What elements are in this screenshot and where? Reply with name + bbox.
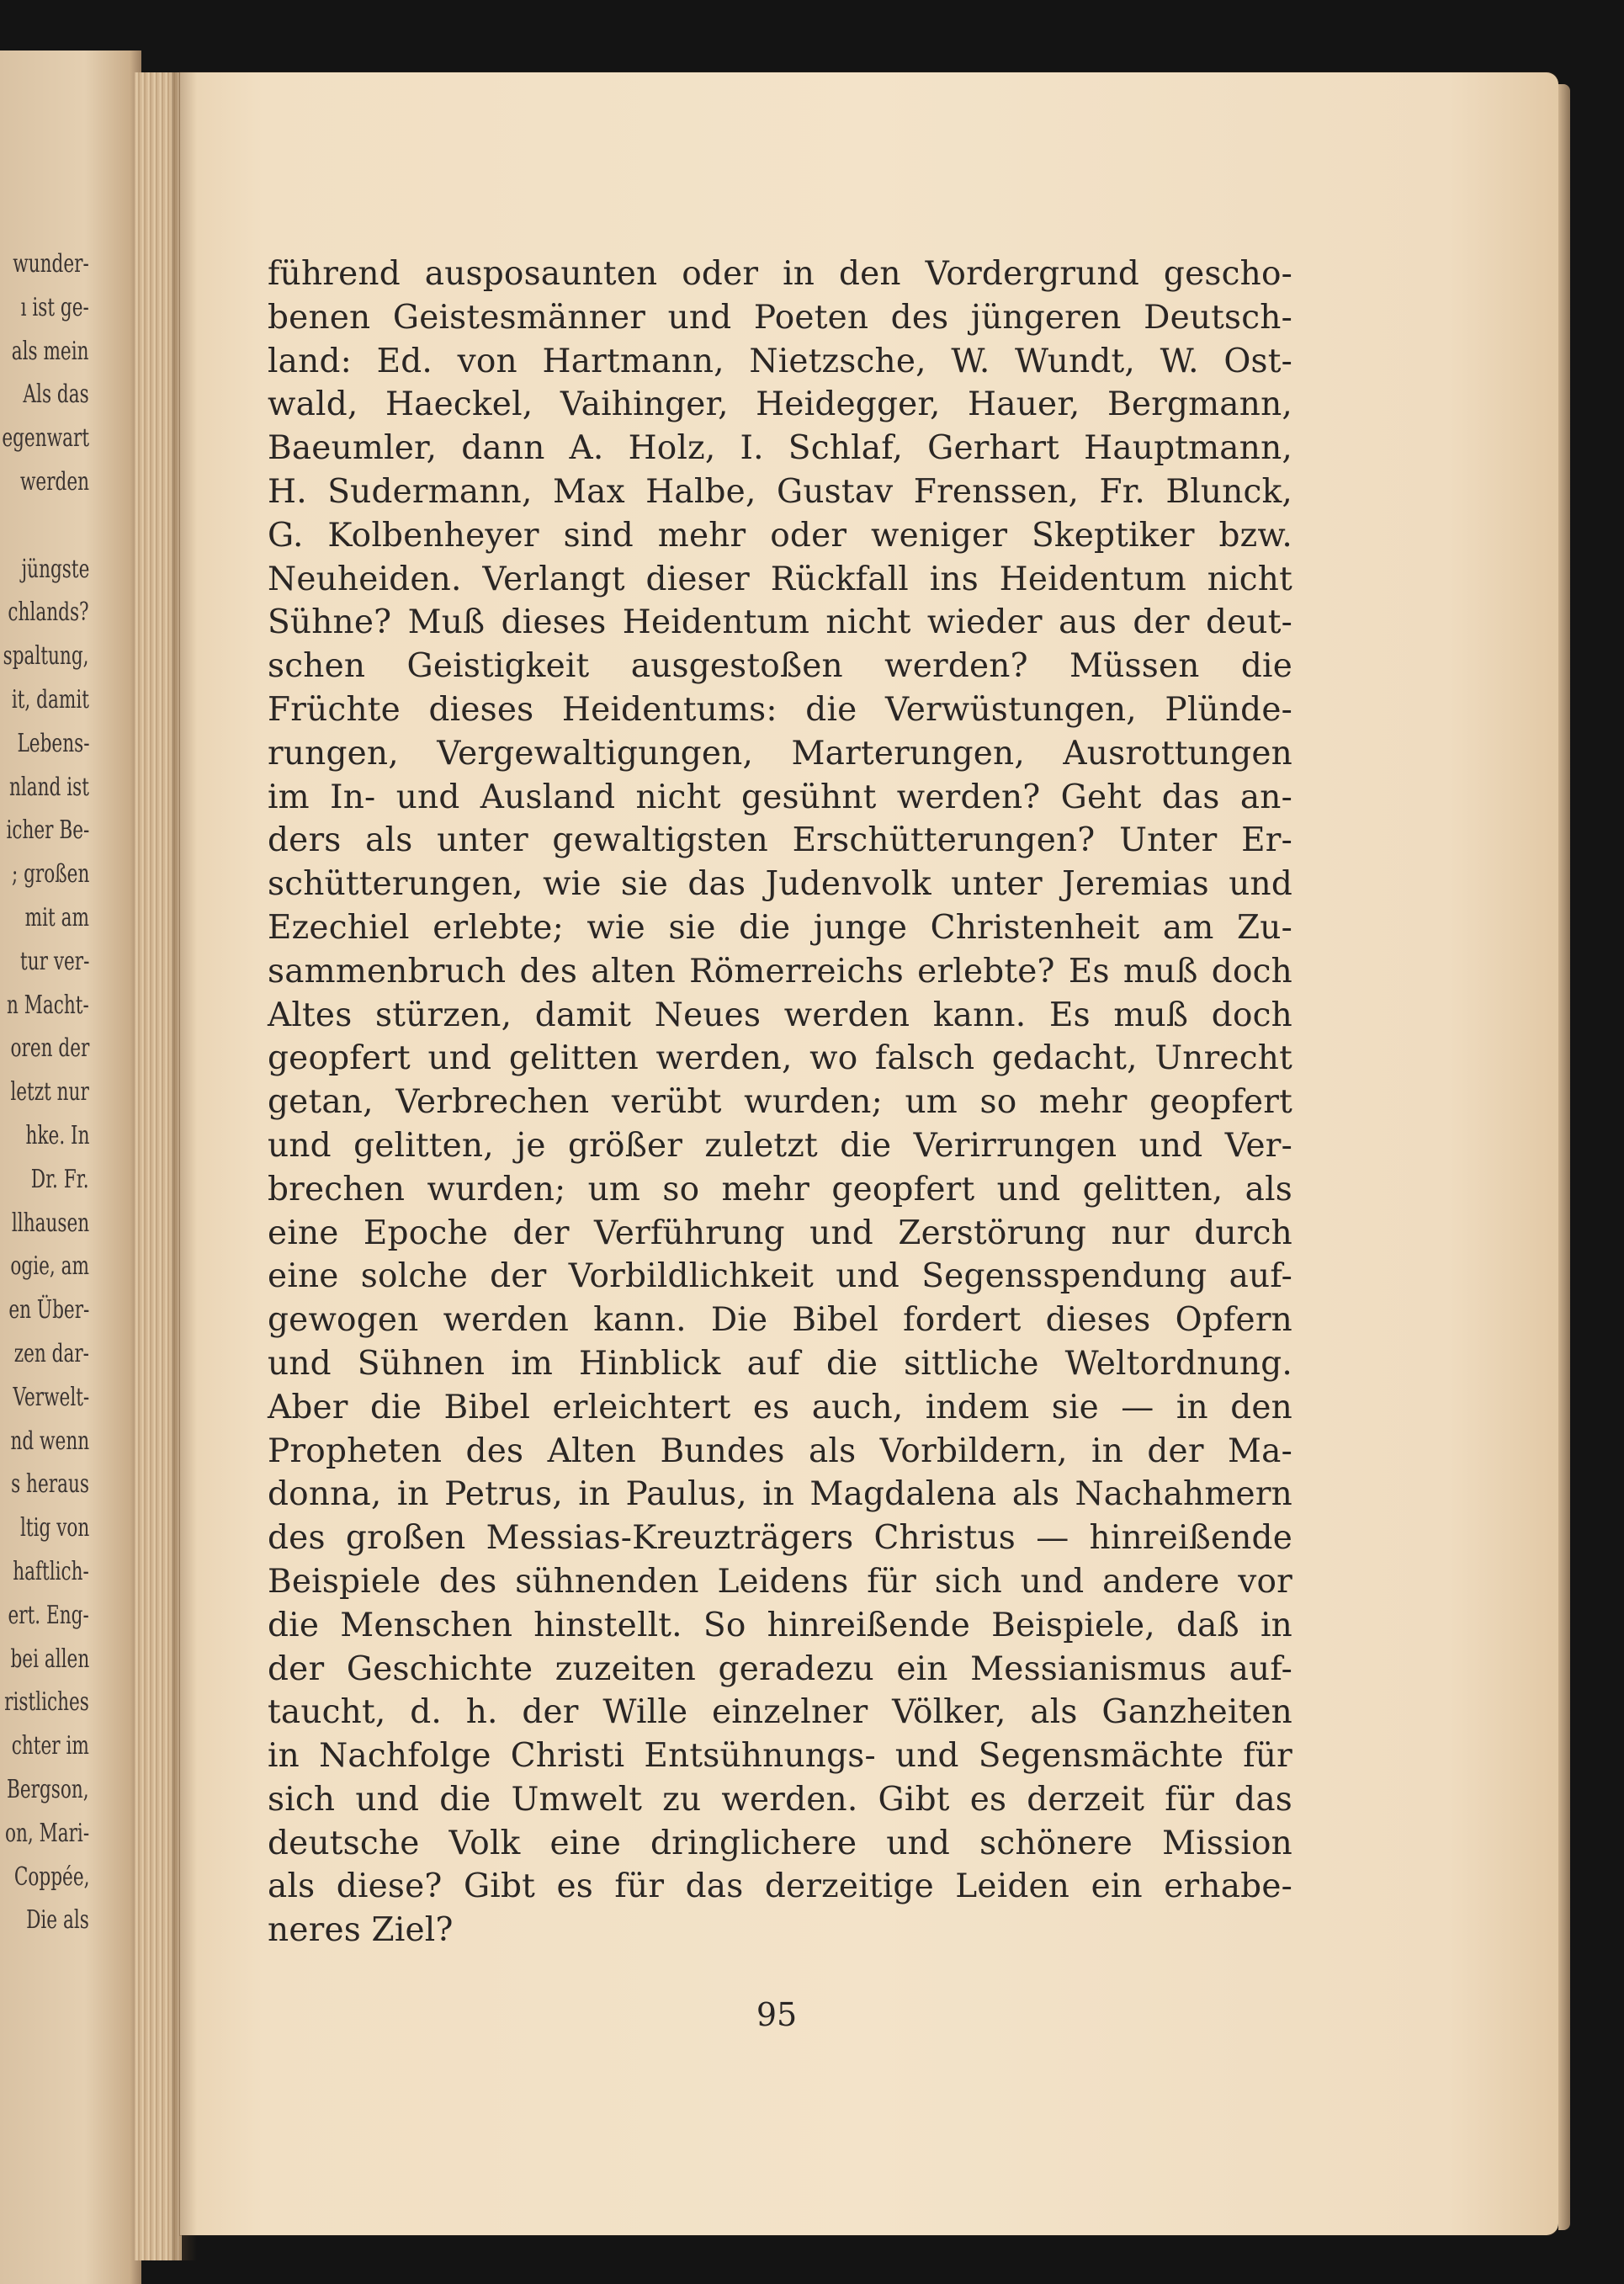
text-line: wald, Haeckel, Vaihinger, Heidegger, Hauer, Bergmann, [268,385,1292,424]
text-line: eine solche der Vorbildlichkeit und Segensspendung auf- [268,1257,1292,1296]
left-page-fragment: llhausen [11,1208,89,1238]
text-line: Ezechiel erlebte; wie sie die junge Christenheit am Zu- [268,908,1292,947]
text-line: schen Geistigkeit ausgestoßen werden? Müssen die [268,647,1292,686]
text-line: G. Kolbenheyer sind mehr oder weniger Skeptiker bzw. [268,516,1292,555]
text-line: der Geschichte zuzeiten geradezu ein Messianismus auf- [268,1649,1292,1688]
text-line: und gelitten, je größer zuletzt die Verirrungen und Ver- [268,1126,1292,1165]
text-line: die Menschen hinstellt. So hinreißende Beispiele, daß in [268,1606,1292,1644]
left-page-fragment: tur ver- [19,946,89,976]
text-line: eine Epoche der Verführung und Zerstörung nur durch [268,1214,1292,1252]
left-page-fragment: zen dar- [13,1339,89,1368]
text-line: land: Ed. von Hartmann, Nietzsche, W. Wundt, W. Ost- [268,342,1292,380]
text-line: schütterungen, wie sie das Judenvolk unter Jeremias und [268,865,1292,904]
left-page-fragment: wunder- [13,249,89,279]
left-page-fragment: icher Be- [6,815,89,846]
left-page-fragment: oren der [10,1033,89,1064]
text-line: gewogen werden kann. Die Bibel fordert dieses Opfern [268,1301,1292,1340]
left-page-fragment: Lebens- [16,728,89,758]
left-page-fragment: it, damit [11,685,89,714]
left-page-fragment: als mein [12,336,89,366]
text-line: Propheten des Alten Bundes als Vorbildern, in der Ma- [268,1431,1292,1470]
text-line: donna, in Petrus, in Paulus, in Magdalena als Nachahmern [268,1475,1292,1514]
text-line: im In- und Ausland nicht gesühnt werden? Geht das an- [268,778,1292,816]
left-page-fragment: nd wenn [10,1426,89,1456]
left-page-fragment: werden [19,467,89,497]
left-facing-page [0,50,141,2284]
left-page-fragment: Als das [23,380,89,410]
text-line: taucht, d. h. der Wille einzelner Völker, als Ganzheiten [268,1693,1292,1732]
left-page-fragment: s heraus [11,1469,89,1500]
text-line: sammenbruch des alten Römerreichs erlebte? Es muß doch [268,952,1292,991]
text-line: ders als unter gewaltigsten Erschütterungen? Unter Er- [268,821,1292,860]
left-page-fragment: ı ist ge- [20,292,89,322]
text-line: Altes stürzen, damit Neues werden kann. Es muß doch [268,996,1292,1034]
left-page-fragment: Die als [26,1905,89,1936]
left-page-fragment: letzt nur [10,1077,89,1107]
text-line: Früchte dieses Heidentums: die Verwüstungen, Plünde- [268,690,1292,729]
text-line: H. Sudermann, Max Halbe, Gustav Frenssen, Fr. Blunck, [268,472,1292,511]
left-page-fragment: Verwelt- [13,1382,89,1412]
text-line: und Sühnen im Hinblick auf die sittliche Weltordnung. [268,1344,1292,1383]
left-page-fragment: en Über- [8,1295,89,1325]
left-page-fragment: n Macht- [7,990,89,1020]
text-line: deutsche Volk eine dringlichere und schönere Mission [268,1824,1292,1862]
left-page-fragment: Coppée, [13,1862,89,1892]
left-page-fragment: spaltung, [3,641,89,672]
text-line: des großen Messias-Kreuzträgers Christus — hinreißende [268,1519,1292,1558]
left-page-fragment: egenwart [2,423,89,454]
text-line: brechen wurden; um so mehr geopfert und gelitten, als [268,1170,1292,1208]
left-page-fragment: bei allen [10,1644,89,1674]
text-line: getan, Verbrechen verübt wurden; um so mehr geopfert [268,1083,1292,1122]
left-page-fragment: haftlich- [13,1557,89,1586]
text-line: Sühne? Muß dieses Heidentum nicht wieder aus der deut- [268,603,1292,642]
left-page-fragment: Bergson, [7,1775,89,1804]
left-page-fragment: hke. In [25,1121,89,1150]
text-line: Neuheiden. Verlangt dieser Rückfall ins Heidentum nicht [268,560,1292,598]
text-line: Baeumler, dann A. Holz, I. Schlaf, Gerhart Hauptmann, [268,429,1292,468]
text-line: in Nachfolge Christi Entsühnungs- und Segensmächte für [268,1737,1292,1776]
text-line: rungen, Vergewaltigungen, Marterungen, Ausrottungen [268,734,1292,773]
text-line: benen Geistesmänner und Poeten des jüngeren Deutsch- [268,298,1292,337]
page-number: 95 [756,1996,798,2033]
left-page-fragment: nland ist [9,772,89,802]
left-page-fragment: ; großen [11,859,89,890]
text-line: geopfert und gelitten werden, wo falsch gedacht, Unrecht [268,1039,1292,1078]
left-page-fragment: on, Mari- [4,1818,89,1848]
left-page-fragment: ert. Eng- [8,1600,89,1630]
left-page-fragment: Dr. Fr. [31,1164,89,1194]
left-page-fragment: ogie, am [10,1251,89,1282]
text-line: Aber die Bibel erleichtert es auch, indem sie — in den [268,1388,1292,1426]
left-page-fragment: ristliches [4,1687,89,1718]
text-line: als diese? Gibt es für das derzeitige Leiden ein erhabe- [268,1867,1292,1906]
left-page-fragment: chter im [11,1731,89,1761]
text-line: sich und die Umwelt zu werden. Gibt es derzeit für das [268,1780,1292,1819]
text-line: neres Ziel? [268,1911,454,1950]
body-text [268,252,1292,1952]
gutter-shadow [172,72,197,2260]
left-page-fragment: ltig von [19,1513,89,1543]
text-line: führend ausposaunten oder in den Vordergrund gescho- [268,255,1292,293]
left-page-fragment: chlands? [8,598,89,628]
left-page-fragment: jüngste [21,554,89,584]
text-line: Beispiele des sühnenden Leidens für sich und andere vor [268,1562,1292,1601]
left-page-fragment: mit am [24,903,89,932]
page-edge [1558,84,1570,2230]
